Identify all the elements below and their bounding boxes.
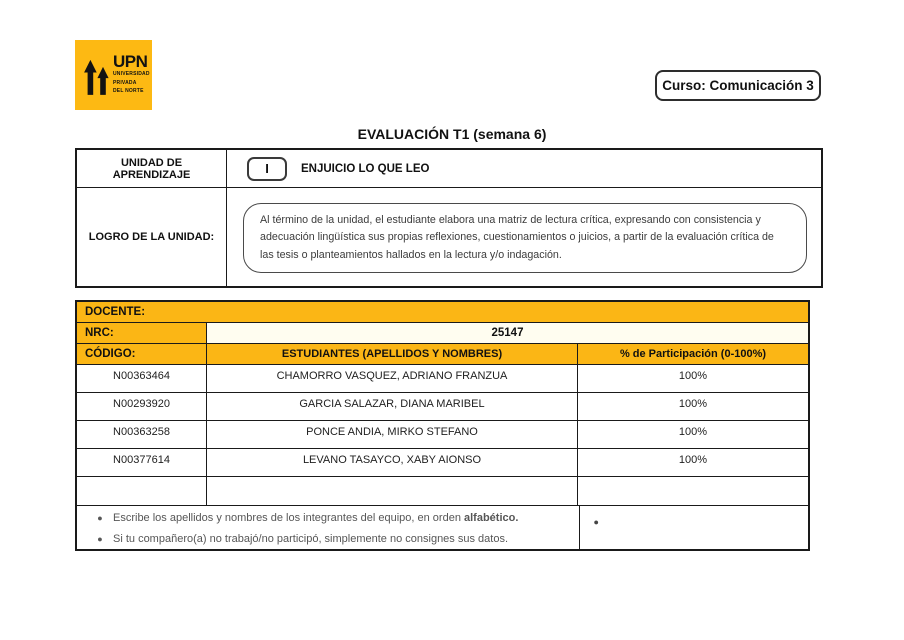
student-name: LEVANO TASAYCO, XABY AIONSO <box>207 449 578 476</box>
student-participation: 100% <box>678 426 708 438</box>
logro-callout: Al término de la unidad, el estudiante elabora una matriz de lectura crítica, expresando con consistencia y adecuación lingüística sus propias reflexiones, cuestionamientos o juicios, a partir de la evaluación crítica de las tesis o planteamientos hallados en la lectura y/o indagación. <box>243 203 807 272</box>
notes-cell <box>77 506 580 549</box>
notes-right-cell <box>580 506 809 549</box>
unit-label: UNIDAD DE APRENDIZAJE <box>77 150 227 187</box>
bullet-icon: ● <box>97 533 103 544</box>
student-participation: 100% <box>678 454 708 466</box>
note-line <box>87 533 569 547</box>
upn-logo <box>75 40 152 110</box>
student-name: PONCE ANDIA, MIRKO STEFANO <box>207 421 578 448</box>
student-code: N00377614 <box>77 449 207 476</box>
course-badge-label: Curso: Comunicación 3 <box>662 78 814 93</box>
unit-value-cell <box>227 150 821 187</box>
student-code: N00363258 <box>77 421 207 448</box>
header-codigo: CÓDIGO: <box>77 344 207 364</box>
student-code <box>77 477 207 505</box>
bullet-icon: ● <box>97 513 103 523</box>
grades-table <box>75 300 810 551</box>
header-participacion: % de Participación (0-100%) <box>578 344 808 364</box>
nrc-label: NRC: <box>77 323 207 343</box>
unit-table <box>75 148 823 288</box>
docente-row <box>77 302 808 322</box>
header-estudiantes: ESTUDIANTES (APELLIDOS Y NOMBRES) <box>207 344 578 364</box>
note-text: Si tu compañero(a) no trabajó/no participó, simplemente no consignes sus datos. <box>113 532 508 545</box>
logro-row <box>77 188 821 286</box>
course-badge <box>655 70 821 101</box>
student-row <box>77 392 808 420</box>
student-row <box>77 448 808 476</box>
note-line <box>87 512 569 526</box>
bullet-icon: ● <box>593 517 599 527</box>
logo-text-block <box>113 47 150 104</box>
student-row <box>77 364 808 392</box>
nrc-row <box>77 322 808 343</box>
page-title: EVALUACIÓN T1 (semana 6) <box>357 126 547 142</box>
unit-number-badge: I <box>247 157 287 181</box>
note-text: Escribe los apellidos y nombres de los integrantes del equipo, en orden alfabético. <box>113 512 519 524</box>
logo-subtitle-line1: UNIVERSIDAD <box>113 71 150 77</box>
logro-value-cell <box>227 188 821 286</box>
nrc-value: 25147 <box>207 323 808 343</box>
docente-label: DOCENTE: <box>85 306 146 318</box>
grades-header-row <box>77 343 808 364</box>
unit-name: ENJUICIO LO QUE LEO <box>301 162 430 175</box>
student-name: CHAMORRO VASQUEZ, ADRIANO FRANZUA <box>207 365 578 392</box>
student-row <box>77 420 808 448</box>
logo-subtitle-line3: DEL NORTE <box>113 88 144 94</box>
logo-subtitle-line2: PRIVADA <box>113 79 137 86</box>
unit-row <box>77 150 821 188</box>
logro-label: LOGRO DE LA UNIDAD: <box>77 188 227 286</box>
student-row-empty <box>77 476 808 505</box>
logo-brand: UPN <box>113 52 148 71</box>
student-participation: 100% <box>678 370 708 382</box>
student-name <box>207 477 578 505</box>
student-participation: 100% <box>678 398 708 410</box>
student-code: N00363464 <box>77 365 207 392</box>
student-code: N00293920 <box>77 393 207 420</box>
upn-arrows-icon <box>82 50 110 102</box>
student-name: GARCIA SALAZAR, DIANA MARIBEL <box>207 393 578 420</box>
notes-row <box>77 505 808 549</box>
student-participation <box>578 477 808 505</box>
